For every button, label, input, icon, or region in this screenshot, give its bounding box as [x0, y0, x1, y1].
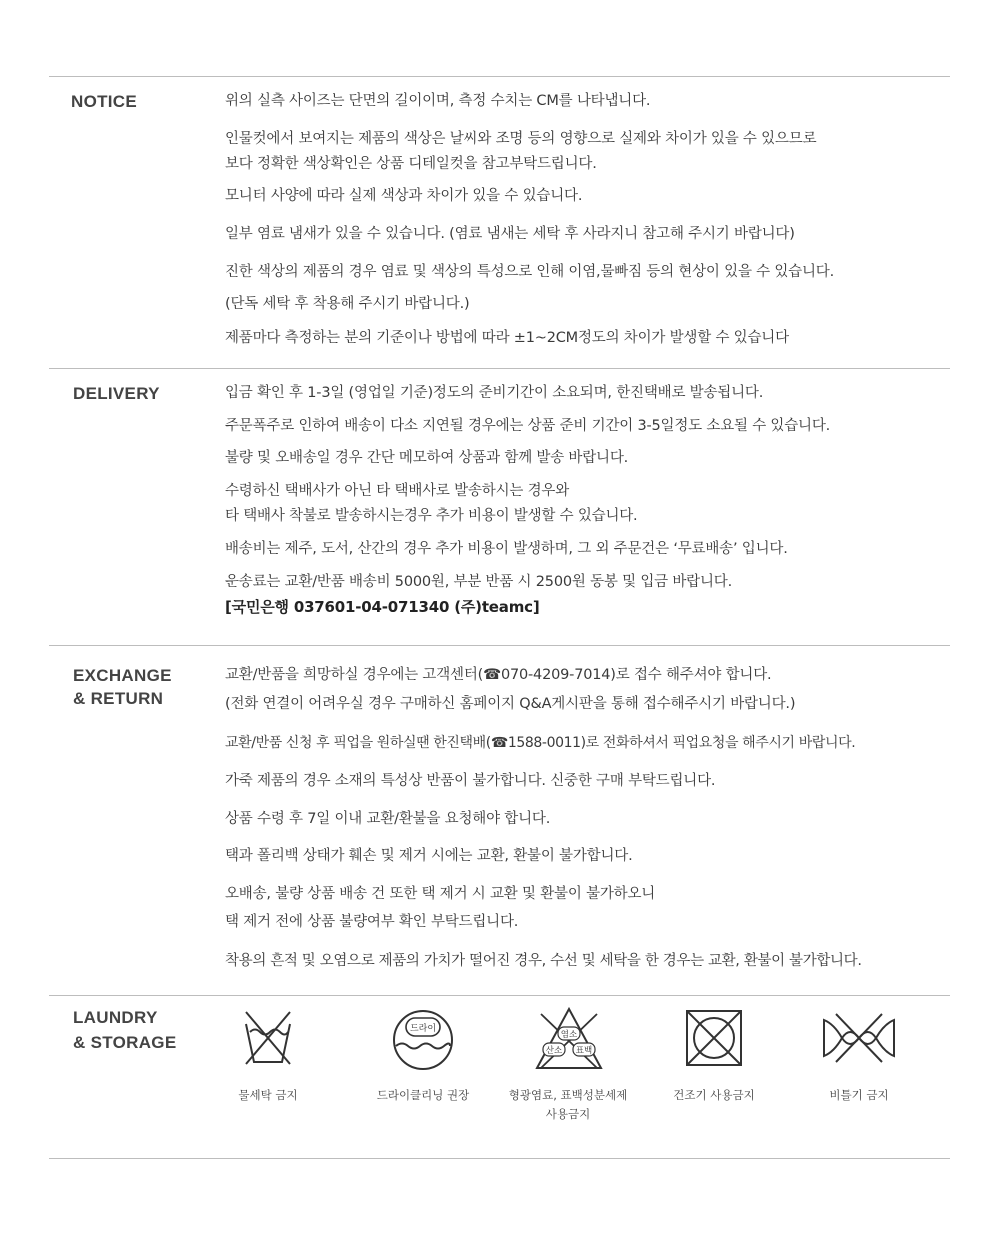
exchange-line: 교환/반품을 희망하실 경우에는 고객센터(☎070-4209-7014)로 접수 해주셔야 합니다.: [225, 667, 772, 683]
notice-line: 위의 실측 사이즈는 단면의 길이이며, 측정 수치는 CM를 나타냅니다.: [225, 93, 651, 109]
no-bleach-label-line1: 형광염료, 표백성분세제: [508, 1088, 628, 1102]
laundry-title: [73, 1005, 176, 1055]
no-wring-label: 비틀기 금지: [829, 1088, 889, 1102]
exchange-line: 택 제거 전에 상품 불량여부 확인 부탁드립니다.: [225, 914, 519, 930]
exchange-line: 교환/반품 신청 후 픽업을 원하실땐 한진택배(☎1588-0011)로 전화하셔서 픽업요청을 해주시기 바랍니다.: [225, 735, 856, 751]
exchange-title-line1: EXCHANGE: [73, 666, 172, 685]
no-wash-icon: [238, 1008, 298, 1068]
no-tumble-dry-icon: [684, 1008, 744, 1068]
dry-clean-label: 드라이클리닝 권장: [376, 1088, 470, 1102]
no-bleach-text-top: 염소: [560, 1030, 578, 1040]
notice-line: 제품마다 측정하는 분의 기준이나 방법에 따라 ±1~2CM정도의 차이가 발생할 수 있습니다: [225, 330, 789, 346]
divider-delivery-exchange: [49, 645, 950, 646]
divider-top: [49, 76, 950, 77]
delivery-line: 주문폭주로 인하여 배송이 다소 지연될 경우에는 상품 준비 기간이 3-5일정도 소요될 수 있습니다.: [225, 418, 831, 434]
delivery-line: 입금 확인 후 1-3일 (영업일 기준)정도의 준비기간이 소요되며, 한진택배로 발송됩니다.: [225, 385, 764, 401]
notice-line: 인물컷에서 보여지는 제품의 색상은 날씨와 조명 등의 영향으로 실제와 차이가 있을 수 있으므로: [225, 131, 817, 147]
notice-title: NOTICE: [71, 92, 138, 111]
no-bleach-text-left: 산소: [545, 1046, 563, 1056]
divider-notice-delivery: [49, 368, 950, 369]
no-wring-icon: [820, 1012, 898, 1064]
delivery-title: DELIVERY: [73, 384, 160, 403]
exchange-title-line2: & RETURN: [73, 689, 164, 708]
no-bleach-icon: [533, 1006, 605, 1072]
divider-exchange-laundry: [49, 995, 950, 996]
divider-bottom: [49, 1158, 950, 1159]
no-wash-label: 물세탁 금지: [238, 1088, 298, 1102]
no-tumble-dry-label: 건조기 사용금지: [673, 1088, 755, 1102]
notice-line: 모니터 사양에 따라 실제 색상과 차이가 있을 수 있습니다.: [225, 188, 583, 204]
laundry-title-line2: & STORAGE: [73, 1033, 177, 1052]
delivery-line: 불량 및 오배송일 경우 간단 메모하여 상품과 함께 발송 바랍니다.: [225, 450, 629, 466]
notice-line: 진한 색상의 제품의 경우 염료 및 색상의 특성으로 인해 이염,물빠짐 등의 현상이 있을 수 있습니다.: [225, 264, 835, 280]
notice-line: (단독 세탁 후 착용해 주시기 바랍니다.): [225, 296, 470, 312]
delivery-line: 배송비는 제주, 도서, 산간의 경우 추가 비용이 발생하며, 그 외 주문건은 ‘무료배송’ 입니다.: [225, 541, 788, 557]
exchange-line: (전화 연결이 어려우실 경우 구매하신 홈페이지 Q&A게시판을 통해 접수해주시기 바랍니다.): [225, 696, 796, 712]
no-bleach-label-line2: 사용금지: [545, 1107, 591, 1121]
exchange-line: 택과 폴리백 상태가 훼손 및 제거 시에는 교환, 환불이 불가합니다.: [225, 848, 633, 864]
delivery-line: 타 택배사 착불로 발송하시는경우 추가 비용이 발생할 수 있습니다.: [225, 508, 638, 524]
bank-account: [국민은행 037601-04-071340 (주)teamc]: [225, 598, 540, 616]
no-bleach-text-right: 표백: [575, 1046, 593, 1056]
delivery-line: 운송료는 교환/반품 배송비 5000원, 부분 반품 시 2500원 동봉 및 입금 바랍니다.: [225, 574, 732, 590]
notice-line: 보다 정확한 색상확인은 상품 디테일컷을 참고부탁드립니다.: [225, 156, 597, 172]
exchange-line: 상품 수령 후 7일 이내 교환/환불을 요청해야 합니다.: [225, 811, 551, 827]
no-bleach-label: [493, 1086, 643, 1124]
exchange-line: 착용의 흔적 및 오염으로 제품의 가치가 떨어진 경우, 수선 및 세탁을 한 경우는 교환, 환불이 불가합니다.: [225, 953, 862, 969]
laundry-title-line1: LAUNDRY: [73, 1008, 158, 1027]
exchange-line: 가죽 제품의 경우 소재의 특성상 반품이 불가합니다. 신중한 구매 부탁드립니다.: [225, 773, 716, 789]
dry-clean-icon: [391, 1008, 455, 1072]
dry-clean-icon-text: 드라이: [409, 1024, 437, 1034]
exchange-title: [73, 664, 172, 710]
notice-line: 일부 염료 냄새가 있을 수 있습니다. (염료 냄새는 세탁 후 사라지니 참고해 주시기 바랍니다): [225, 226, 795, 242]
delivery-line: 수령하신 택배사가 아닌 타 택배사로 발송하시는 경우와: [225, 483, 570, 499]
exchange-line: 오배송, 불량 상품 배송 건 또한 택 제거 시 교환 및 환불이 불가하오니: [225, 886, 656, 902]
